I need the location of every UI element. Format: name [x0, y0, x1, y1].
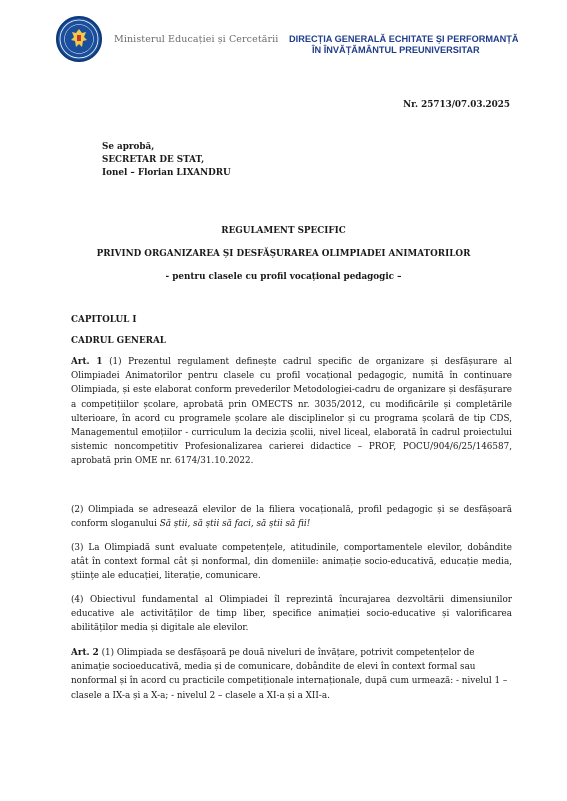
article-1-paragraph-3: (3) La Olimpiadă sunt evaluate competențele, atitudinile, comportamentele elevilor, dobândite atât în context formal cât și nonformal, din domeniile: animație socio-educativă, educație media, științe ale educației, literație, comunicare. [71, 543, 512, 582]
ministry-name: Ministerul Educației și Cercetării [114, 34, 279, 45]
article-1-label: Art. 1 [71, 357, 103, 367]
directorate-name [289, 34, 519, 56]
approval-line-3: Ionel – Florian LIXANDRU [102, 168, 231, 178]
article-2-text: (1) Olimpiada se desfășoară pe două niveluri de învățare, potrivit competențelor de animație socioeducativă, media și de comunicare, dobândite de elevi în context formal sau nonformal și în acord cu practicile competiționale internaționale, după cum urmează: - nivelul 1 – clasele a IX-a și a X-a; - nivelul 2 – clasele a XI-a și a XII-a. [71, 648, 508, 701]
government-logo-icon [56, 16, 102, 62]
approval-line-1: Se aprobă, [102, 142, 155, 152]
article-2-label: Art. 2 [71, 648, 99, 658]
document-scope: - pentru clasele cu profil vocațional pedagogic – [165, 272, 402, 282]
article-1-text: (1) Prezentul regulament definește cadrul specific de organizare și desfășurare al Olimpiadei Animatorilor pentru clasele cu profil vocațional pedagogic, numită în continuare Olimpiada, și este elaborat conform prevederilor Metodologiei-cadru de organizare și desfășurare a competițiilor școlare, aprobată prin OMECTS nr. 3035/2012, cu modificările și completările ulterioare, în acord cu programele școlare ale disciplinelor și cu programa școlară de tip CDS, Managementul emoțiilor - curriculum la decizia școlii, nivel liceal, elaborată în cadrul proiectului sistemic noncompetitiv Profesionalizarea carierei didactice – PROF, POCU/904/6/25/146587, aprobată prin OME nr. 6174/31.10.2022. [71, 357, 512, 467]
olympiad-slogan: Să știi, să știi să faci, să știi să fii! [159, 519, 311, 530]
article-2-paragraph-1 [71, 646, 512, 703]
document-title: REGULAMENT SPECIFIC [221, 226, 346, 236]
approval-block [102, 141, 231, 180]
document-subtitle: PRIVIND ORGANIZAREA ȘI DESFĂȘURAREA OLIMPIADEI ANIMATORILOR [96, 249, 471, 259]
paragraph-2-text: (2) Olimpiada se adresează elevilor de la filiera vocațională, profil pedagogic și se desfășoară conform sloganului [71, 505, 512, 530]
article-1-paragraph-2 [71, 503, 512, 531]
chapter-title: CADRUL GENERAL [71, 336, 166, 346]
article-1-paragraph-4: (4) Obiectivul fundamental al Olimpiadei îl reprezintă încurajarea dezvoltării dimensiunilor educative ale activităților de timp liber, specifice animației socio-educative și valorificarea abilităților media și digitale ale elevilor. [71, 595, 512, 634]
directorate-line-1: DIRECȚIA GENERALĂ ECHITATE ȘI PERFORMANȚĂ [289, 34, 519, 44]
document-number: Nr. 25713/07.03.2025 [403, 100, 510, 110]
directorate-line-2: ÎN ÎNVĂȚĂMÂNTUL PREUNIVERSITAR [312, 45, 480, 55]
approval-line-2: SECRETAR DE STAT, [102, 155, 205, 165]
chapter-heading: CAPITOLUL I [71, 315, 137, 325]
article-1-paragraph-1 [71, 355, 512, 469]
